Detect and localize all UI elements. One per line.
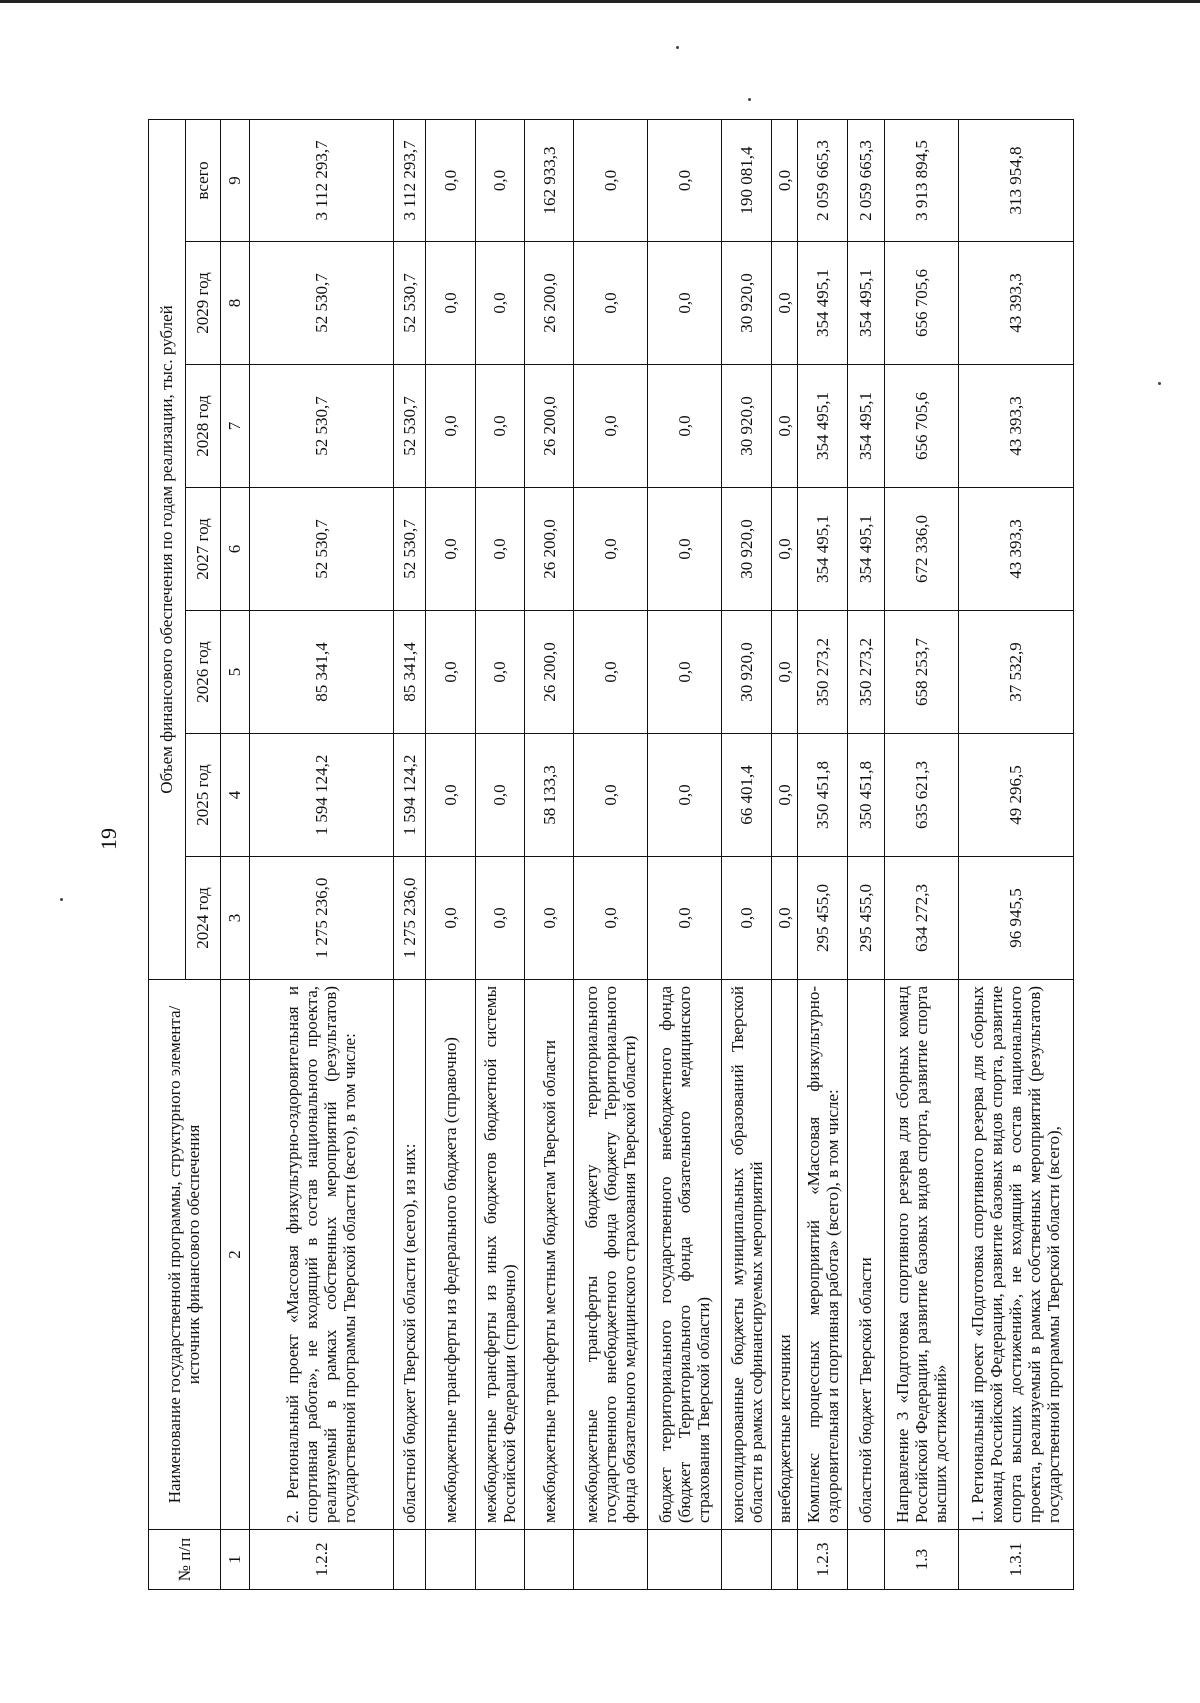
header-volume: Объем финансового обеспечения по годам реализации, тыс. рублей (149, 119, 186, 979)
scan-speck (748, 98, 751, 101)
column-index: 3 (220, 857, 249, 980)
row-value: 354 495,1 (847, 365, 884, 488)
table-row (722, 119, 771, 1589)
row-value: 0,0 (574, 857, 648, 980)
table-row (393, 119, 426, 1589)
column-index: 4 (220, 734, 249, 857)
row-value: 85 341,4 (249, 611, 393, 734)
row-value: 52 530,7 (249, 242, 393, 365)
row-number: 1.3 (884, 1530, 958, 1590)
year-header: 2027 год (186, 488, 221, 611)
rotated-page (148, 120, 1074, 1590)
table-row (847, 119, 884, 1589)
row-value: 30 920,0 (722, 365, 771, 488)
row-name: 2. Региональный проект «Массовая физкультурно-оздоровительная и спортивная работа», не входящий в состав национального проекта, реализуемый в рамках собственных мероприятий (результатов) государственной программы Тверской области (всего), в том числе: (249, 980, 393, 1530)
table-row (249, 119, 393, 1589)
row-name: областной бюджет Тверской области (847, 980, 884, 1530)
row-value: 0,0 (648, 857, 722, 980)
row-total: 3 112 293,7 (393, 119, 426, 241)
row-value: 49 296,5 (958, 734, 1073, 857)
scan-speck (60, 898, 63, 901)
row-value: 52 530,7 (249, 365, 393, 488)
table-row (648, 119, 722, 1589)
row-value: 66 401,4 (722, 734, 771, 857)
row-name: бюджет территориального государственного внебюджетного фонда (бюджет Территориального фонда обязательного медицинского страхования Тверской области) (648, 980, 722, 1530)
row-value: 0,0 (574, 734, 648, 857)
row-name: межбюджетные трансферты из иных бюджетов бюджетной системы Российской Федерации (справочно) (475, 980, 524, 1530)
row-value: 26 200,0 (525, 365, 574, 488)
header-name: Наименование государственной программы, структурного элемента/источник финансового обеспечения (149, 980, 221, 1530)
row-value: 656 705,6 (884, 365, 958, 488)
row-value: 0,0 (426, 488, 475, 611)
row-value: 1 594 124,2 (249, 734, 393, 857)
row-value: 0,0 (475, 611, 524, 734)
row-name: межбюджетные трансферты бюджету территориального государственного внебюджетного фонда (бюджету Территориального фонда обязательного медицинского страхования Тверской области) (574, 980, 648, 1530)
row-value: 26 200,0 (525, 242, 574, 365)
row-value: 656 705,6 (884, 242, 958, 365)
row-value: 1 275 236,0 (393, 857, 426, 980)
row-value: 43 393,3 (958, 365, 1073, 488)
row-value: 0,0 (574, 365, 648, 488)
row-value: 0,0 (525, 857, 574, 980)
table-row (475, 119, 524, 1589)
row-value: 43 393,3 (958, 242, 1073, 365)
column-index: 5 (220, 611, 249, 734)
row-value: 295 455,0 (847, 857, 884, 980)
financing-table (148, 119, 1074, 1590)
row-value: 350 451,8 (798, 734, 847, 857)
row-total: 0,0 (426, 119, 475, 241)
row-value: 0,0 (648, 365, 722, 488)
column-index-row (220, 119, 249, 1589)
row-name: внебюджетные источники (771, 980, 798, 1530)
row-value: 1 275 236,0 (249, 857, 393, 980)
row-number (722, 1530, 771, 1590)
row-name: Комплекс процессных мероприятий «Массовая физкультурно-оздоровительная и спортивная работа» (всего), в том числе: (798, 980, 847, 1530)
row-number (648, 1530, 722, 1590)
row-value: 96 945,5 (958, 857, 1073, 980)
row-value: 0,0 (426, 611, 475, 734)
column-index: 7 (220, 365, 249, 488)
scan-speck (1158, 382, 1161, 385)
row-number (771, 1530, 798, 1590)
header-num: № п/п (149, 1530, 221, 1590)
row-number: 1.2.2 (249, 1530, 393, 1590)
page-number: 19 (96, 828, 121, 850)
row-value: 354 495,1 (798, 488, 847, 611)
row-total: 0,0 (475, 119, 524, 241)
row-value: 37 532,9 (958, 611, 1073, 734)
year-header: 2024 год (186, 857, 221, 980)
header-row (149, 119, 186, 1589)
row-value: 0,0 (771, 611, 798, 734)
table-row (574, 119, 648, 1589)
scan-speck (676, 46, 679, 49)
row-total: 3 112 293,7 (249, 119, 393, 241)
row-value: 0,0 (426, 365, 475, 488)
row-name: 1. Региональный проект «Подготовка спортивного резерва для сборных команд Российской Федерации, развитие базовых видов спорта, развитие спорта высших достижений», не входящий в состав национального проекта, реализуемый в рамках собственных мероприятий (результатов) государственной программы Тверской области (всего), (958, 980, 1073, 1530)
row-value: 672 336,0 (884, 488, 958, 611)
row-value: 354 495,1 (798, 242, 847, 365)
row-value: 0,0 (574, 242, 648, 365)
row-total: 0,0 (648, 119, 722, 241)
row-name: областной бюджет Тверской области (всего), из них: (393, 980, 426, 1530)
row-value: 350 451,8 (847, 734, 884, 857)
row-value: 1 594 124,2 (393, 734, 426, 857)
table-row (958, 119, 1073, 1589)
table-row (798, 119, 847, 1589)
row-value: 0,0 (771, 242, 798, 365)
row-value: 0,0 (771, 734, 798, 857)
row-value: 350 273,2 (847, 611, 884, 734)
row-value: 52 530,7 (393, 488, 426, 611)
table-row (884, 119, 958, 1589)
row-value: 58 133,3 (525, 734, 574, 857)
row-value: 0,0 (475, 488, 524, 611)
row-value: 30 920,0 (722, 611, 771, 734)
column-index: 1 (220, 1530, 249, 1590)
column-index: 6 (220, 488, 249, 611)
row-value: 0,0 (475, 734, 524, 857)
row-number (393, 1530, 426, 1590)
row-value: 350 273,2 (798, 611, 847, 734)
row-name: межбюджетные трансферты местным бюджетам Тверской области (525, 980, 574, 1530)
table-row (771, 119, 798, 1589)
row-value: 30 920,0 (722, 488, 771, 611)
column-index: 9 (220, 119, 249, 241)
row-value: 0,0 (648, 611, 722, 734)
row-value: 0,0 (426, 857, 475, 980)
row-value: 0,0 (475, 365, 524, 488)
row-value: 354 495,1 (798, 365, 847, 488)
row-name: межбюджетные трансферты из федерального бюджета (справочно) (426, 980, 475, 1530)
row-number: 1.3.1 (958, 1530, 1073, 1590)
year-header: 2025 год (186, 734, 221, 857)
row-value: 0,0 (722, 857, 771, 980)
row-number (525, 1530, 574, 1590)
row-value: 0,0 (771, 857, 798, 980)
row-total: 2 059 665,3 (798, 119, 847, 241)
row-value: 0,0 (771, 365, 798, 488)
row-name: Направление 3 «Подготовка спортивного резерва для сборных команд Российской Федерации, развитие базовых видов спорта, развитие спорта высших достижений» (884, 980, 958, 1530)
row-value: 0,0 (574, 488, 648, 611)
row-value: 52 530,7 (393, 242, 426, 365)
row-name: консолидированные бюджеты муниципальных образований Тверской области в рамках софинансируемых мероприятий (722, 980, 771, 1530)
table-row (525, 119, 574, 1589)
row-value: 0,0 (771, 488, 798, 611)
row-number (574, 1530, 648, 1590)
row-value: 0,0 (648, 734, 722, 857)
row-total: 162 933,3 (525, 119, 574, 241)
row-number: 1.2.3 (798, 1530, 847, 1590)
row-value: 354 495,1 (847, 242, 884, 365)
row-value: 0,0 (426, 734, 475, 857)
row-value: 26 200,0 (525, 488, 574, 611)
row-total: 190 081,4 (722, 119, 771, 241)
row-value: 0,0 (648, 488, 722, 611)
row-value: 0,0 (648, 242, 722, 365)
row-total: 3 913 894,5 (884, 119, 958, 241)
row-value: 26 200,0 (525, 611, 574, 734)
year-header: 2026 год (186, 611, 221, 734)
row-value: 52 530,7 (249, 488, 393, 611)
row-value: 295 455,0 (798, 857, 847, 980)
row-total: 0,0 (771, 119, 798, 241)
row-value: 354 495,1 (847, 488, 884, 611)
row-value: 43 393,3 (958, 488, 1073, 611)
row-number (426, 1530, 475, 1590)
row-value: 30 920,0 (722, 242, 771, 365)
row-value: 52 530,7 (393, 365, 426, 488)
row-value: 0,0 (475, 857, 524, 980)
row-value: 0,0 (426, 242, 475, 365)
row-value: 0,0 (475, 242, 524, 365)
row-value: 0,0 (574, 611, 648, 734)
column-index: 2 (220, 980, 249, 1530)
scan-edge (0, 0, 1200, 3)
row-value: 85 341,4 (393, 611, 426, 734)
row-total: 313 954,8 (958, 119, 1073, 241)
column-index: 8 (220, 242, 249, 365)
total-header: всего (186, 119, 221, 241)
year-header: 2029 год (186, 242, 221, 365)
row-number (847, 1530, 884, 1590)
row-total: 2 059 665,3 (847, 119, 884, 241)
row-number (475, 1530, 524, 1590)
row-value: 635 621,3 (884, 734, 958, 857)
row-value: 658 253,7 (884, 611, 958, 734)
year-header: 2028 год (186, 365, 221, 488)
row-value: 634 272,3 (884, 857, 958, 980)
table-row (426, 119, 475, 1589)
row-total: 0,0 (574, 119, 648, 241)
